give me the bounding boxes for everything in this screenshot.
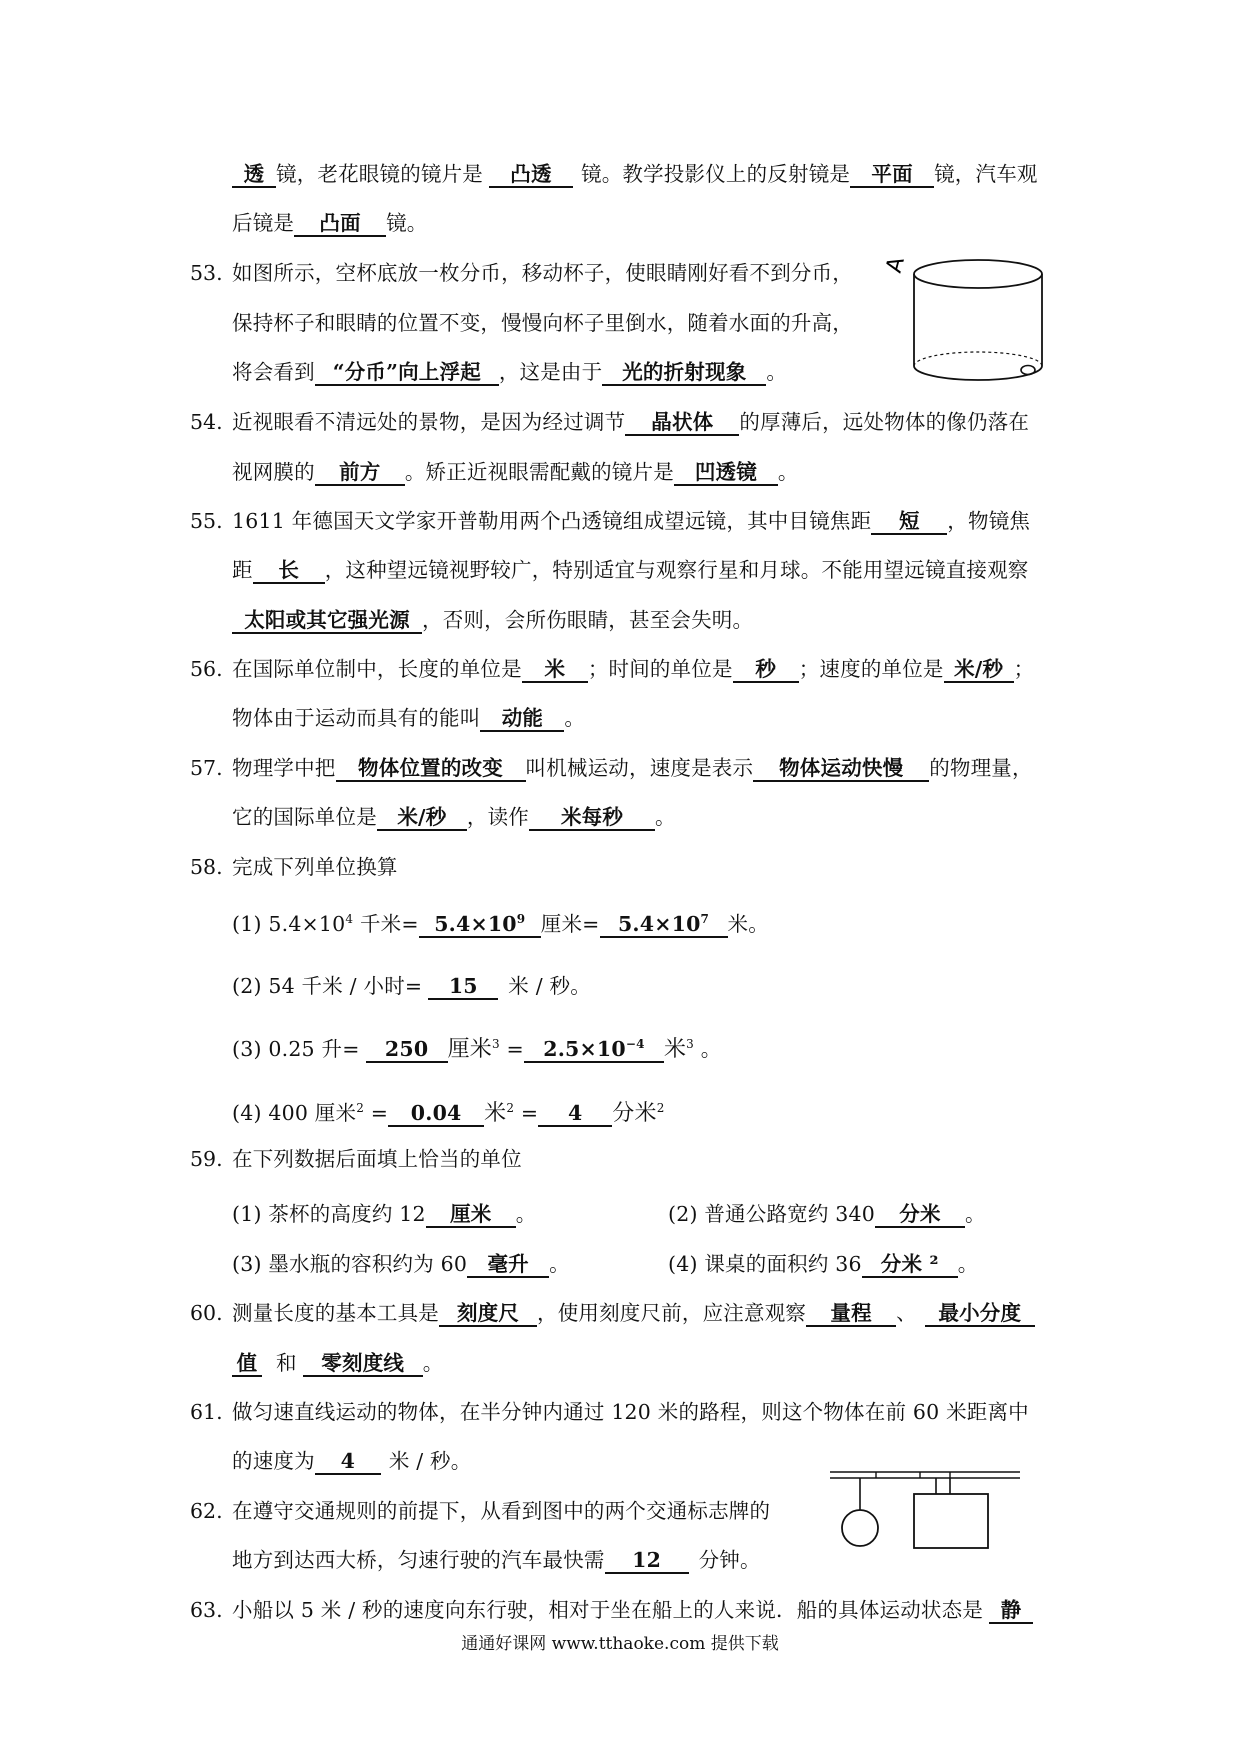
answer-blank: 凸面 (294, 211, 386, 237)
coin-icon (1021, 366, 1035, 375)
q56-line-2: 物体由于运动而具有的能叫 动能 。 (232, 706, 586, 730)
q62-line-2: 地方到达西大桥，匀速行驶的汽车最快需 12 分钟。 (232, 1548, 761, 1572)
answer-blank: 分米 (875, 1202, 965, 1228)
answer-blank: 太阳或其它强光源 (232, 608, 422, 634)
answer-blank: 平面 (850, 162, 934, 188)
q55-line-3: 太阳或其它强光源 ，否则，会所伤眼睛，甚至会失明。 (232, 606, 753, 634)
q59-item-1: (1) 茶杯的高度约 12 厘米 。 (232, 1202, 537, 1226)
question-number: 53. (190, 261, 223, 285)
q52-line-2: 后镜是 凸面 镜。 (232, 211, 428, 235)
q54-line-2: 视网膜的 前方 。矫正近视眼需配戴的镜片是 凹透镜 。 (232, 460, 799, 484)
answer-blank: 米 (522, 657, 588, 683)
q60-line-2: 值 和 零刻度线 。 (232, 1349, 443, 1377)
answer-blank: 短 (871, 509, 947, 535)
q59-item-3: (3) 墨水瓶的容积约为 60 毫升 。 (232, 1252, 570, 1276)
question-number: 54. (190, 410, 223, 434)
question-number: 63. (190, 1598, 223, 1622)
answer-blank: 静 (989, 1598, 1033, 1624)
cup-coin-figure (880, 252, 1040, 392)
answer-blank: 0.04 (388, 1101, 484, 1127)
q59-item-2: (2) 普通公路宽约 340 分米 。 (668, 1202, 986, 1226)
question-number: 57. (190, 756, 223, 780)
speed-limit-sign-icon (842, 1510, 878, 1546)
question-number: 56. (190, 657, 223, 681)
answer-blank: 量程 (806, 1301, 896, 1327)
answer-blank: 值 (232, 1351, 262, 1377)
traffic-signs-figure (830, 1464, 1020, 1559)
page-footer: 通通好课网 www.tthaoke.com 提供下载 (461, 1634, 779, 1654)
question-number: 61. (190, 1400, 223, 1424)
answer-blank: 毫升 (467, 1252, 549, 1278)
question-number: 58. (190, 855, 223, 879)
q63-line-1: 小船以 5 米 / 秒的速度向东行驶，相对于坐在船上的人来说．船的具体运动状态是 静 (232, 1596, 1033, 1624)
answer-blank: 透 (232, 162, 276, 188)
answer-blank: 凹透镜 (674, 460, 778, 486)
answer-blank: 刻度尺 (439, 1301, 537, 1327)
answer-blank: 长 (253, 558, 325, 584)
answer-blank: 秒 (733, 657, 799, 683)
distance-sign-icon (914, 1494, 988, 1548)
question-number: 60. (190, 1301, 223, 1325)
q55-line-1: 1611 年德国天文学家开普勒用两个凸透镜组成望远镜，其中目镜焦距 短 ，物镜焦 (232, 509, 1031, 533)
q59-title: 在下列数据后面填上恰当的单位 (232, 1147, 522, 1171)
answer-blank: 零刻度线 (303, 1351, 423, 1377)
q61-line-2: 的速度为 4 米 / 秒。 (232, 1449, 472, 1473)
q61-line-1: 做匀速直线运动的物体，在半分钟内通过 120 米的路程，则这个物体在前 60 米距离中 (232, 1400, 1029, 1424)
q55-line-2: 距 长 ，这种望远镜视野较广，特别适宜与观察行星和月球。不能用望远镜直接观察 (232, 558, 1029, 582)
question-number: 62. (190, 1499, 223, 1523)
eye-label: A (881, 254, 910, 276)
answer-blank: 前方 (315, 460, 405, 486)
answer-blank: $5.4\times 10^9$ (419, 912, 541, 938)
q60-line-1: 测量长度的基本工具是 刻度尺 ，使用刻度尺前，应注意观察 量程 、 最小分度 (232, 1299, 1035, 1327)
answer-blank: $5.4\times 10^7$ (600, 912, 728, 938)
answer-blank: “分币”向上浮起 (315, 360, 499, 386)
q58-title: 完成下列单位换算 (232, 855, 398, 879)
q58-item-2: (2) 54 千米 / 小时= 15 米 / 秒。 (232, 974, 591, 998)
q58-item-3: (3) 0.25 升= 250 厘米$^3 = 2.5\times 10^{-4}$ 米$^3$ 。 (232, 1037, 722, 1062)
answer-blank: 动能 (480, 706, 564, 732)
answer-blank: 光的折射现象 (602, 360, 766, 386)
answer-blank: 米每秒 (529, 805, 655, 831)
answer-blank: 厘米 (426, 1202, 516, 1228)
answer-blank: 15 (428, 974, 498, 1000)
question-number: 59. (190, 1147, 223, 1171)
q54-line-1: 近视眼看不清远处的景物，是因为经过调节 晶状体 的厚薄后，远处物体的像仍落在 (232, 410, 1030, 434)
answer-blank: 米/秒 (377, 805, 467, 831)
q52-line-1: 透 镜，老花眼镜的镜片是 凸透 镜。教学投影仪上的反射镜是 平面 镜，汽车观 (232, 160, 1038, 188)
answer-blank: 4 (315, 1449, 381, 1475)
answer-blank: 米/秒 (944, 657, 1014, 683)
q59-item-4: (4) 课桌的面积约 36 分米 ² 。 (668, 1252, 979, 1276)
q58-item-4: (4) 400 厘米$^2$ = 0.04 米$^2$ = 4 分米$^2$ (232, 1101, 665, 1126)
q53-line-1: 如图所示，空杯底放一枚分币，移动杯子，使眼睛刚好看不到分币， (232, 261, 853, 285)
answer-blank: 物体位置的改变 (336, 756, 526, 782)
question-number: 55. (190, 509, 223, 533)
answer-blank: 分米 ² (862, 1252, 958, 1278)
answer-blank: 12 (605, 1548, 689, 1574)
answer-blank: 250 (366, 1037, 448, 1063)
answer-blank: 凸透 (489, 162, 573, 188)
q53-line-2: 保持杯子和眼睛的位置不变，慢慢向杯子里倒水，随着水面的升高， (232, 311, 853, 335)
answer-blank: $2.5\times 10^{-4}$ (524, 1037, 664, 1063)
answer-blank: 物体运动快慢 (753, 756, 929, 782)
q53-line-3: 将会看到 “分币”向上浮起 ，这是由于 光的折射现象 。 (232, 360, 788, 384)
answer-blank: 4 (538, 1101, 612, 1127)
q62-line-1: 在遵守交通规则的前提下，从看到图中的两个交通标志牌的 (232, 1499, 771, 1523)
q56-line-1: 在国际单位制中，长度的单位是 米 ；时间的单位是 秒 ；速度的单位是 米/秒 ； (232, 657, 1035, 681)
answer-blank: 最小分度 (925, 1301, 1035, 1327)
q57-line-1: 物理学中把 物体位置的改变 叫机械运动，速度是表示 物体运动快慢 的物理量， (232, 756, 1033, 780)
q57-line-2: 它的国际单位是 米/秒 ，读作 米每秒 。 (232, 805, 676, 829)
q58-item-1: (1) $5.4\times 10^4$ 千米= $5.4\times 10^9$ 厘米= $5.4\times 10^7$ 米。 (232, 912, 769, 936)
answer-blank: 晶状体 (625, 410, 739, 436)
